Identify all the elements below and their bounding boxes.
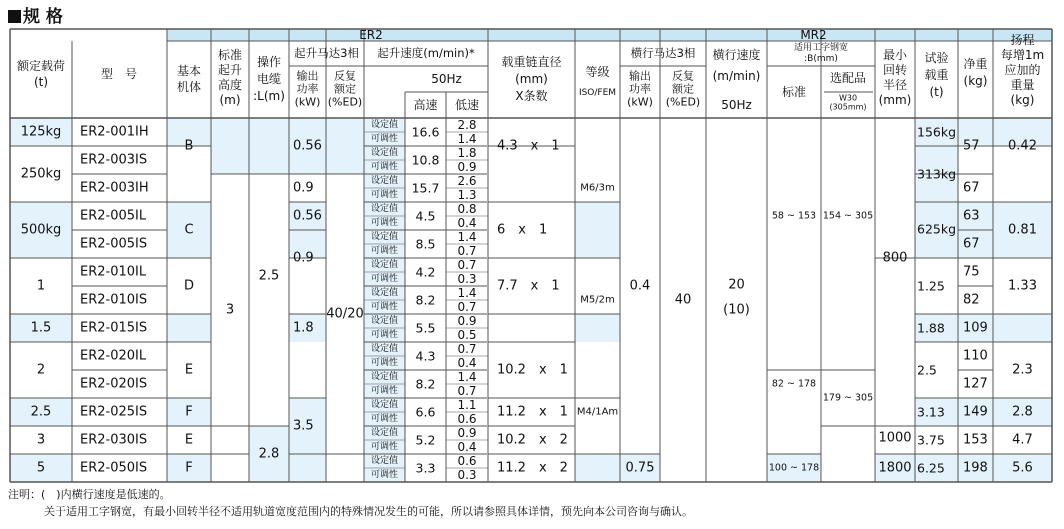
- col-beam-1: 适用工字钢宽: [793, 43, 849, 53]
- test-load-value: 156kg: [917, 124, 957, 140]
- col-lift-speed: 起升速度(m/min)*: [377, 46, 475, 60]
- rated-load-value: 2.5: [30, 404, 52, 420]
- low-speed-adjust: 0.7: [457, 384, 477, 398]
- high-speed-value: 4.5: [415, 208, 436, 224]
- low-speed-adjust: 0.3: [457, 468, 477, 482]
- col-test-1: 试验: [924, 51, 949, 65]
- cell-shade: [575, 454, 620, 482]
- col-test-2: 载重: [924, 68, 949, 82]
- rated-load-value: 250kg: [20, 166, 62, 182]
- col-radius-3: 半径: [882, 78, 908, 92]
- white-block: [993, 146, 1052, 202]
- low-speed-adjust: 0.5: [457, 328, 477, 342]
- model-name: ER2-001IH: [80, 124, 149, 140]
- hoist-output-value: 1.8: [293, 320, 314, 336]
- low-speed-set: 1.4: [457, 286, 477, 300]
- chain-value: 11.2 x 1: [497, 404, 568, 420]
- white-column: [488, 118, 575, 482]
- high-speed-value: 6.6: [415, 404, 436, 420]
- col-lift-3: 高度: [217, 78, 243, 92]
- col-test-3: (t): [929, 85, 944, 99]
- hoist-output-value: 3.5: [293, 418, 314, 434]
- col-tout-2: 功率: [629, 82, 651, 96]
- col-beam-2: :B(mm): [804, 54, 838, 64]
- radius-value: 1000: [878, 430, 912, 446]
- col-grade-unit: ISO/FEM: [578, 88, 617, 98]
- col-out-2: 功率: [296, 82, 319, 96]
- model-name: ER2-003IH: [80, 180, 149, 196]
- net-weight-value: 82: [963, 292, 980, 308]
- col-option: 选配品: [829, 71, 867, 85]
- low-speed-adjust: 0.9: [457, 160, 477, 174]
- net-weight-value: 153: [963, 432, 988, 448]
- col-duty-2: 额定: [334, 82, 356, 96]
- chain-value: 10.2 x 2: [497, 432, 568, 448]
- col-extra-1: 扬程: [1010, 33, 1035, 47]
- low-speed-set: 0.8: [457, 202, 477, 216]
- rated-load-value: 3: [36, 432, 46, 448]
- hoist-duty-value: 40/20: [326, 306, 364, 322]
- base-model-value: C: [184, 222, 194, 238]
- lift-height-value: 3: [225, 302, 235, 318]
- section-title: 规 格: [8, 2, 63, 27]
- low-speed-adjust: 0.4: [457, 356, 477, 370]
- base-model-value: F: [185, 460, 193, 476]
- net-weight-value: 109: [963, 320, 988, 336]
- adjust-label: 可调性: [370, 274, 399, 284]
- col-extra-2: 每增1m: [1000, 48, 1045, 62]
- hoist-output-value: 0.9: [293, 250, 314, 266]
- low-speed-set: 0.9: [457, 314, 477, 328]
- rated-load-value: 125kg: [20, 124, 62, 140]
- low-speed-adjust: 1.3: [457, 188, 477, 202]
- cable-value: 2.5: [258, 268, 280, 284]
- adjust-label: 可调性: [370, 330, 399, 340]
- col-model: 型 号: [100, 67, 138, 81]
- rated-load-value: 5: [36, 460, 46, 476]
- setting-label: 设定值: [370, 344, 399, 354]
- model-name: ER2-010IS: [80, 292, 148, 308]
- test-load-value: 625kg: [917, 221, 957, 237]
- col-rated-load-unit: (t): [33, 75, 49, 89]
- col-radius-4: (mm): [878, 93, 912, 107]
- adjust-label: 可调性: [370, 190, 399, 200]
- test-load-value: 313kg: [917, 166, 957, 182]
- test-load-value: 1.25: [917, 278, 945, 294]
- adjust-label: 可调性: [370, 386, 399, 396]
- col-lift-4: (m): [219, 93, 241, 107]
- er2-group-label: ER2: [359, 28, 383, 42]
- model-name: ER2-003IS: [80, 152, 148, 168]
- chain-value: 7.7 x 1: [497, 278, 560, 294]
- beam-option-value: 179 ~ 305: [822, 392, 874, 404]
- col-hoist-motor: 起升马达3相: [294, 46, 359, 60]
- beam-option-value: 154 ~ 305: [822, 210, 874, 222]
- setting-label: 设定值: [370, 456, 399, 466]
- model-name: ER2-020IL: [80, 348, 147, 364]
- col-tout-3: (kW): [627, 95, 653, 109]
- col-lift-1: 标准: [217, 48, 243, 62]
- col-tduty-3: (%ED): [665, 95, 701, 109]
- low-speed-adjust: 0.7: [457, 300, 477, 314]
- rated-load-value: 1: [36, 278, 46, 294]
- setting-label: 设定值: [370, 120, 399, 130]
- high-speed-value: 10.8: [411, 152, 440, 168]
- grade-value: M5/2m: [580, 294, 615, 306]
- col-tout-1: 输出: [629, 69, 651, 83]
- low-speed-adjust: 0.4: [457, 440, 477, 454]
- net-weight-value: 127: [963, 376, 988, 392]
- high-speed-value: 4.2: [415, 264, 436, 280]
- base-model-value: E: [184, 432, 194, 448]
- col-tduty-2: 额定: [672, 82, 694, 96]
- setting-label: 设定值: [370, 316, 399, 326]
- note-line-1: 注明：( )内横行速度是低速的。: [8, 488, 171, 501]
- low-speed-set: 1.4: [457, 370, 477, 384]
- model-name: ER2-030IS: [80, 432, 148, 448]
- net-weight-value: 149: [963, 404, 988, 420]
- beam-standard-value: 100 ~ 178: [768, 462, 820, 474]
- radius-value: 800: [882, 250, 908, 266]
- chain-value: 4.3 x 1: [497, 138, 560, 154]
- note-line-2: 关于适用工字钢宽，有最小回转半径不适用轨道宽度范围内的特殊情况发生的可能，所以请参照具体详情，预先向本公司咨询与确认。: [44, 505, 693, 518]
- test-load-value: 1.88: [917, 320, 945, 336]
- white-block: [167, 146, 211, 202]
- net-weight-value: 198: [963, 460, 988, 476]
- col-low: 低速: [454, 98, 480, 112]
- col-duty-1: 反复: [334, 69, 356, 83]
- high-speed-value: 15.7: [411, 180, 440, 196]
- col-radius-2: 回转: [882, 63, 908, 77]
- test-load-value: 3.75: [917, 432, 945, 448]
- high-speed-value: 8.5: [415, 236, 436, 252]
- col-grade: 等级: [585, 65, 610, 79]
- test-load-value: 2.5: [917, 362, 937, 378]
- col-rated-load: 额定载荷: [16, 59, 66, 73]
- low-speed-set: 0.7: [457, 342, 477, 356]
- col-tduty-1: 反复: [672, 69, 694, 83]
- setting-label: 设定值: [370, 372, 399, 382]
- extra-weight-value: 0.42: [1008, 138, 1037, 154]
- adjust-label: 可调性: [370, 162, 399, 172]
- beam-standard-value: 82 ~ 178: [771, 378, 817, 390]
- base-model-value: F: [185, 404, 193, 420]
- group-header-band: [167, 29, 1052, 41]
- low-speed-set: 0.9: [457, 426, 477, 440]
- white-block: [821, 118, 875, 482]
- col-trav-hz: 50Hz: [721, 98, 752, 112]
- grade-value: M6/3m: [580, 182, 615, 194]
- setting-label: 设定值: [370, 288, 399, 298]
- col-extra-3: 应加的: [1004, 63, 1041, 77]
- extra-weight-value: 1.33: [1008, 278, 1037, 294]
- low-speed-set: 1.1: [457, 398, 477, 412]
- high-speed-value: 5.2: [415, 432, 436, 448]
- white-block: [211, 174, 249, 482]
- net-weight-value: 110: [963, 348, 988, 364]
- net-weight-value: 63: [963, 208, 980, 224]
- net-weight-value: 75: [963, 264, 980, 280]
- col-cable-1: 操作: [256, 55, 282, 69]
- adjust-label: 可调性: [370, 134, 399, 144]
- setting-label: 设定值: [370, 176, 399, 186]
- low-speed-adjust: 0.4: [457, 216, 477, 230]
- low-speed-adjust: 0.7: [457, 244, 477, 258]
- col-weight-2: (kg): [963, 74, 988, 88]
- col-chain-3: X条数: [515, 89, 548, 103]
- model-name: ER2-025IS: [80, 404, 148, 420]
- base-model-value: B: [184, 138, 194, 154]
- test-load-value: 6.25: [917, 460, 945, 476]
- extra-weight-value: 2.3: [1012, 362, 1033, 378]
- col-trav-speed-2: (m/min): [712, 69, 761, 83]
- net-weight-value: 67: [963, 180, 980, 196]
- col-option-sub-1: W30: [838, 93, 858, 103]
- model-name: ER2-010IL: [80, 264, 147, 280]
- chain-value: 6 x 1: [497, 222, 548, 238]
- col-lift-2: 起升: [217, 63, 243, 77]
- extra-weight-value: 0.81: [1008, 222, 1037, 238]
- beam-standard-value: 58 ~ 153: [771, 210, 817, 222]
- adjust-label: 可调性: [370, 218, 399, 228]
- base-model-value: E: [184, 362, 194, 378]
- extra-weight-value: 4.7: [1012, 432, 1033, 448]
- col-extra-5: (kg): [1010, 93, 1035, 107]
- adjust-label: 可调性: [370, 442, 399, 452]
- model-name: ER2-020IS: [80, 376, 148, 392]
- white-block: [706, 118, 767, 482]
- trav-speed-low: (10): [723, 302, 750, 318]
- col-50hz: 50Hz: [431, 72, 462, 86]
- setting-label: 设定值: [370, 148, 399, 158]
- model-name: ER2-005IS: [80, 236, 148, 252]
- cable-value: 2.8: [258, 446, 280, 462]
- setting-label: 设定值: [370, 204, 399, 214]
- net-weight-value: 57: [963, 138, 980, 154]
- col-trav-motor: 横行马达3相: [630, 46, 696, 60]
- white-block: [875, 118, 915, 454]
- low-speed-set: 2.8: [457, 118, 477, 132]
- low-speed-adjust: 1.4: [457, 132, 477, 146]
- rated-load-value: 1.5: [30, 320, 52, 336]
- col-high: 高速: [413, 98, 438, 112]
- rated-load-value: 500kg: [20, 222, 62, 238]
- setting-label: 设定值: [370, 260, 399, 270]
- trav-output-value: 0.4: [629, 278, 651, 294]
- net-weight-value: 67: [963, 236, 980, 252]
- hoist-output-value: 0.56: [293, 208, 322, 224]
- setting-label: 设定值: [370, 232, 399, 242]
- low-speed-set: 0.7: [457, 258, 477, 272]
- col-duty-3: (%ED): [327, 95, 363, 109]
- base-model-value: D: [183, 278, 195, 294]
- adjust-label: 可调性: [370, 302, 399, 312]
- high-speed-value: 16.6: [411, 124, 440, 140]
- high-speed-value: 4.3: [415, 348, 436, 364]
- hoist-output-value: 0.9: [293, 180, 314, 196]
- trav-speed-value: 20: [728, 277, 745, 293]
- col-base-2: 机体: [176, 80, 202, 94]
- col-chain-1: 载重链直径: [501, 55, 562, 69]
- cell-shade: [575, 314, 620, 342]
- adjust-label: 可调性: [370, 470, 399, 480]
- radius-value: 1800: [878, 460, 912, 476]
- model-name: ER2-050IS: [80, 460, 148, 476]
- high-speed-value: 8.2: [415, 376, 436, 392]
- chain-value: 11.2 x 2: [497, 460, 568, 476]
- col-out-1: 输出: [296, 69, 319, 83]
- col-cable-2: 电缆: [256, 72, 282, 86]
- col-base-1: 基本: [176, 64, 202, 78]
- col-out-3: (kW): [294, 95, 321, 109]
- grade-value: M4/1Am: [576, 406, 619, 418]
- col-extra-4: 重量: [1010, 78, 1035, 92]
- col-weight-1: 净重: [963, 57, 988, 71]
- model-name: ER2-005IL: [80, 208, 147, 224]
- low-speed-set: 2.6: [457, 174, 477, 188]
- high-speed-value: 5.5: [415, 320, 436, 336]
- hoist-output-value: 0.56: [293, 138, 322, 154]
- low-speed-set: 0.6: [457, 454, 477, 468]
- chain-value: 10.2 x 1: [497, 362, 568, 378]
- col-option-sub-2: (305mm): [829, 102, 867, 112]
- col-cable-3: :L(m): [253, 89, 285, 103]
- white-block: [767, 118, 821, 454]
- high-speed-value: 3.3: [415, 460, 436, 476]
- low-speed-set: 1.4: [457, 230, 477, 244]
- cell-shade: [575, 202, 620, 258]
- adjust-label: 可调性: [370, 414, 399, 424]
- test-load-value: 3.13: [917, 404, 945, 420]
- col-trav-speed-1: 横行速度: [712, 48, 761, 62]
- col-chain-2: (mm): [515, 72, 548, 86]
- white-block: [326, 174, 364, 482]
- mr2-group-label: MR2: [800, 28, 827, 42]
- model-name: ER2-015IS: [80, 320, 148, 336]
- low-speed-adjust: 0.3: [457, 272, 477, 286]
- low-speed-set: 1.8: [457, 146, 477, 160]
- adjust-label: 可调性: [370, 246, 399, 256]
- trav-duty-value: 40: [674, 292, 692, 308]
- white-block: [289, 342, 326, 398]
- extra-weight-value: 2.8: [1012, 404, 1033, 420]
- rated-load-value: 2: [36, 362, 46, 378]
- adjust-label: 可调性: [370, 358, 399, 368]
- high-speed-value: 8.2: [415, 292, 436, 308]
- extra-weight-value: 5.6: [1012, 460, 1033, 476]
- setting-label: 设定值: [370, 428, 399, 438]
- white-block: [249, 174, 289, 426]
- col-standard: 标准: [781, 85, 807, 99]
- low-speed-adjust: 0.6: [457, 412, 477, 426]
- white-block: [289, 258, 326, 314]
- col-radius-1: 最小: [882, 48, 908, 62]
- setting-label: 设定值: [370, 400, 399, 410]
- trav-output-value: 0.75: [625, 460, 655, 476]
